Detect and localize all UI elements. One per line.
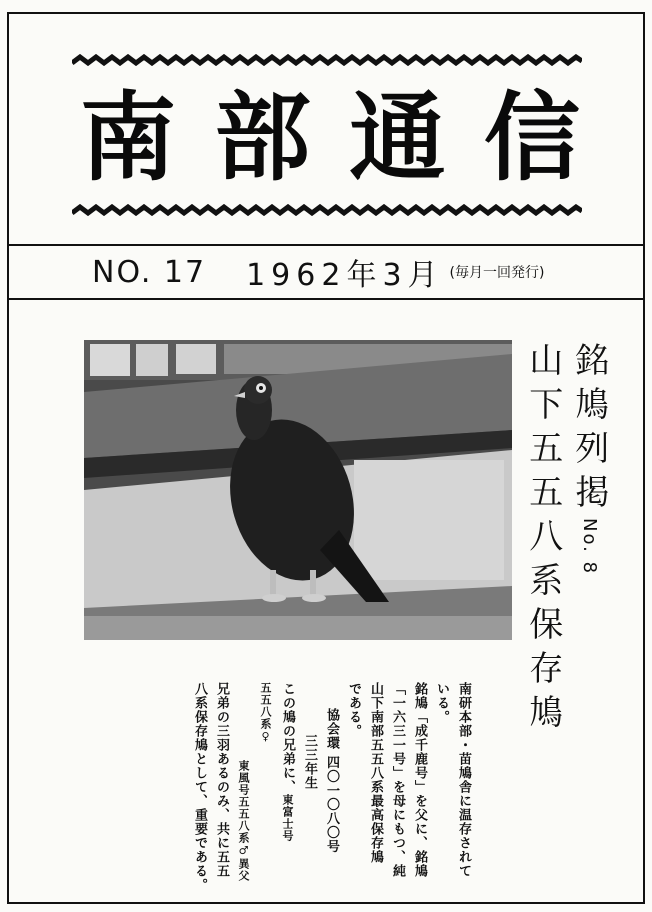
sibling-1-name: 東富士号 bbox=[281, 794, 294, 842]
issue-number: NO. 17 bbox=[92, 254, 207, 290]
title-char-4: 信 bbox=[483, 82, 580, 194]
article-line-9-text: この鳩の兄弟に、 bbox=[280, 682, 295, 794]
sibling-2-name: 東風号 bbox=[237, 760, 250, 796]
article-line-1: 南研本部・苗鳩舎に温存されて bbox=[456, 682, 471, 878]
top-zigzag-rule bbox=[72, 54, 582, 66]
series-number: No. 8 bbox=[578, 518, 600, 576]
article-line-11: 兄弟の三羽あるのみ、共に五五 bbox=[214, 682, 229, 878]
article-line-7: 協会環 四〇一〇八〇号 bbox=[324, 708, 339, 854]
series-heading bbox=[568, 342, 609, 575]
issue-line bbox=[92, 252, 544, 292]
newsletter-title bbox=[80, 78, 580, 198]
sibling-2-note: 異父 bbox=[237, 858, 250, 882]
issue-date: 1962年3月 bbox=[246, 258, 444, 293]
sibling-1-line: 五五八系♀ bbox=[259, 682, 272, 744]
article-line-6: である。 bbox=[346, 682, 361, 738]
title-char-3: 通 bbox=[349, 82, 446, 194]
issue-frequency-note: (毎月一回発行) bbox=[449, 265, 545, 281]
sibling-2-line: 五五八系♂ bbox=[237, 796, 250, 858]
pigeon-photo bbox=[84, 340, 512, 640]
article-line-9 bbox=[254, 682, 298, 892]
title-char-2: 部 bbox=[214, 82, 311, 194]
bottom-zigzag-rule bbox=[72, 204, 582, 216]
article-line-3: 銘鳩「成千鹿号」を父に、銘鳩 bbox=[412, 682, 427, 878]
article-line-12: 八系保存鳩として、重要である。 bbox=[192, 682, 207, 892]
title-char-1: 南 bbox=[80, 82, 176, 194]
issue-divider bbox=[7, 298, 645, 300]
series-heading-title: 銘鳩列掲 bbox=[568, 342, 609, 518]
bird-name-heading: 山下五五八系保存鳩 bbox=[522, 342, 563, 738]
article-line-10 bbox=[232, 682, 254, 892]
article-line-5: 山下南部五五八系最高保存鳩 bbox=[368, 682, 383, 864]
article-body bbox=[188, 682, 474, 892]
article-line-8: 三三年生 bbox=[302, 734, 317, 790]
article-line-4: 「一六三一号」を母にもつ、純 bbox=[390, 682, 405, 878]
header-divider bbox=[7, 244, 645, 246]
article-line-2: いる。 bbox=[434, 682, 449, 724]
